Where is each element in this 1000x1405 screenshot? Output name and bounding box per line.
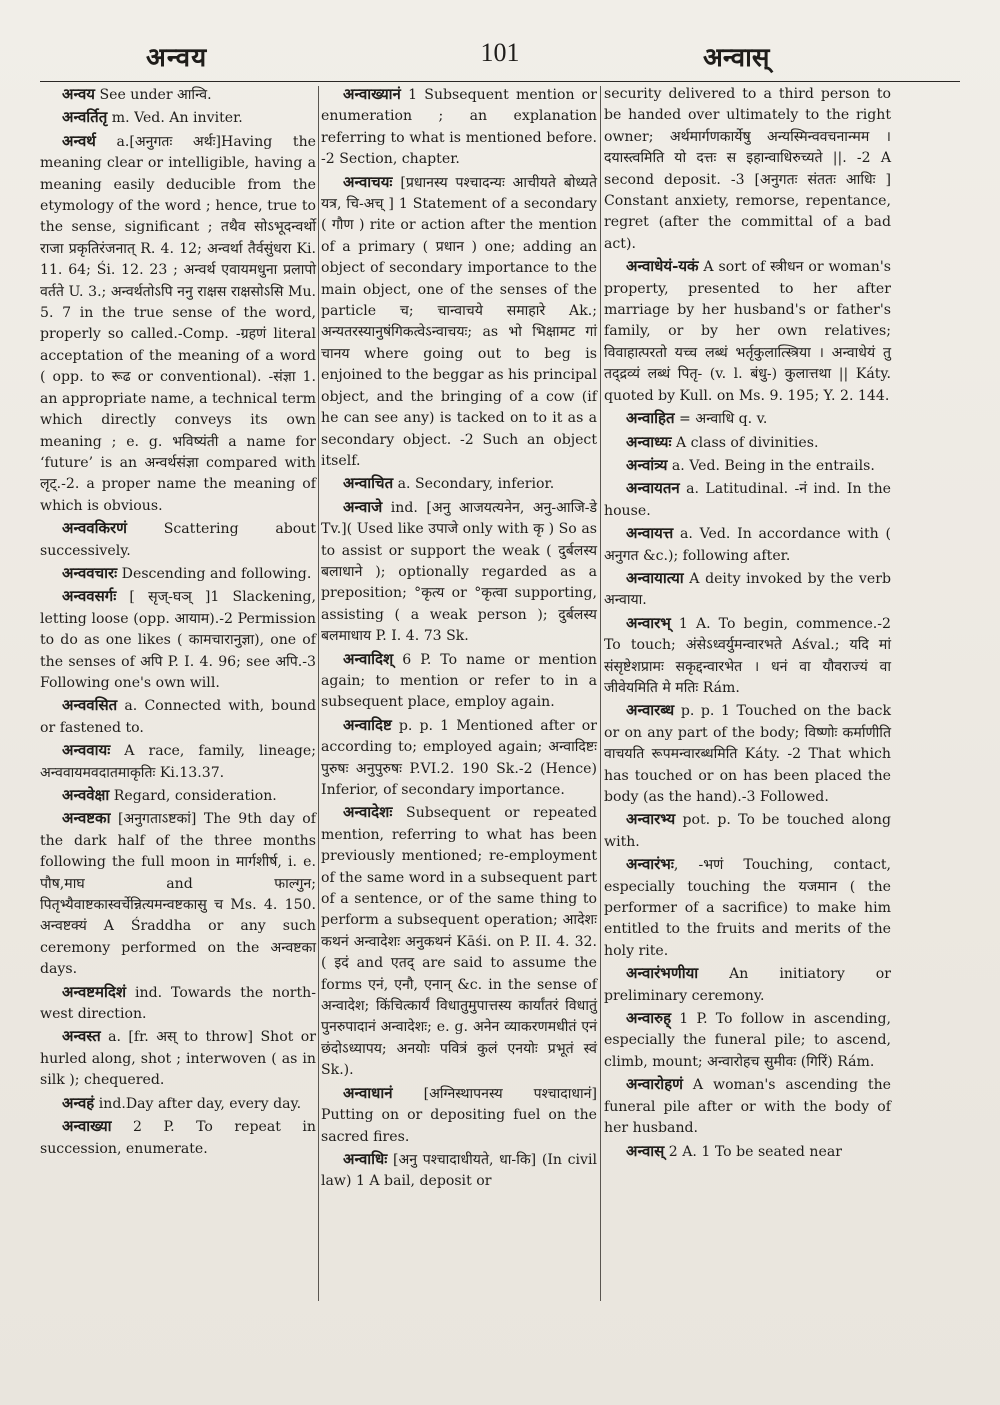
dictionary-entry [40,695,316,739]
entry-definition: [अग्निस्थापनस्य पश्चादाधानं] Putting on or depositing fuel on the sacred fires. [321,1085,597,1145]
dictionary-entry [604,256,891,407]
entry-definition: Subsequent or repeated mention, referring to what has been previously mentioned; re-employment of the same word in a subsequent part of a sentence, or of the same thing to perform a subsequent operation; आदेशः कथनं अन्वादेशः अनुकथनं Kāśi. on P. II. 4. 32. ( इदं and एतद् are said to assume the forms एनं, एनौ, एनान् &c. in the sense of अन्वादेश; किंचित्कार्यं विधातुमुपात्तस्य कार्यांतरं विधातुं पुनरुपादानं अन्वादेशः; e. g. अनेन व्याकरणमधीतं एनं छंदोऽध्यापय; अनयोः पवित्रं कुलं एनयोः प्रभूतं स्वं Sk.). [321,805,597,1079]
entry-headword: अन्ववायः [62,741,111,760]
entry-headword: अन्वादेशः [343,803,393,822]
entry-headword: अन्वाहित [626,409,675,428]
dictionary-entry [40,808,316,980]
column-2 [321,84,597,1314]
entry-headword: अन्वाधेयं-यकं [626,257,699,276]
entry-headword: अन्वांत्र्य [626,455,668,474]
dictionary-entry [604,613,891,700]
entry-headword: अन्वाख्या [62,1117,112,1136]
dictionary-entry [604,84,891,255]
dictionary-entry [604,1141,891,1163]
entry-definition: m. Ved. An inviter. [107,110,243,127]
entry-definition: 2 P. To repeat in succession, enumerate. [40,1119,316,1157]
entry-definition: 1 P. To follow in ascending, especially the funeral pile; to ascend, climb, mount; अन्वारोहच सुमीवः (गिरिं) Rám. [604,1011,891,1070]
header-rule [40,81,960,82]
entry-headword: अन्वायतन [626,479,680,498]
entry-definition: p. p. 1 Mentioned after or according to; employed again; अन्वादिष्टः पुरुषः अनुपुरुषः P.VI.2. 190 Sk.-2 (Hence) Inferior, of secondary importance. [321,717,597,798]
entry-definition: ind. Towards the north-west direction. [40,984,316,1023]
entry-headword: अन्वास् [626,1141,665,1160]
dictionary-entry [40,586,316,694]
dictionary-entry [321,84,597,171]
dictionary-entry [40,740,316,784]
entry-headword: अन्वारोहणं [626,1075,684,1094]
entry-definition: 2 A. 1 To be seated near [664,1143,842,1160]
entry-headword: अन्वादिश् [343,649,394,668]
entry-headword: अन्ववेक्षा [62,786,110,804]
dictionary-entry [604,432,891,454]
dictionary-entry [321,497,597,648]
dictionary-entry [40,84,316,106]
dictionary-entry [321,649,597,714]
entry-headword: अन्ववचारः [62,563,118,582]
dictionary-entry [604,963,891,1007]
dictionary-entry [40,563,316,585]
entry-definition: A woman's ascending the funeral pile after or with the body of her husband. [604,1077,891,1137]
entry-definition: 6 P. To name or mention again; to mention or refer to in a subsequent place, employ again. [321,651,597,711]
dictionary-entry [604,1008,891,1073]
dictionary-entry [604,809,891,853]
dictionary-entry [604,455,891,477]
page-number: 101 [480,38,520,67]
dictionary-entry [321,802,597,1081]
entry-definition: = अन्वाधि q. v. [674,411,768,428]
entry-definition: [ सृज्-घञ् ]1 Slackening, letting loose (opp. आयाम).-2 Permission to do as one likes ( कामचारानुज्ञा), one of the senses of अपि P. I. 4. 96; see अपि.-3 Following one's own will. [40,589,316,691]
dictionary-entry [40,1116,316,1160]
entry-definition: a. Ved. Being in the entrails. [667,457,875,474]
entry-definition: A deity invoked by the verb अन्वाया. [604,570,891,609]
entry-headword: अन्वायत्त [626,524,674,543]
entry-headword: अन्वय [62,85,95,103]
entry-headword: अन्वस्त [62,1027,101,1046]
entry-headword: अन्वष्टका [62,809,111,828]
entry-headword: अन्वारब्ध [626,701,675,720]
entry-headword: अन्वादिष्ट [343,715,392,734]
entry-definition: Descending and following. [117,565,312,582]
entry-headword: अन्वाधिः [343,1149,388,1168]
entry-definition: a. Ved. In accordance with ( अनुगत &c.); following after. [604,526,891,564]
column-divider-1 [318,86,319,1301]
entry-headword: अन्वष्टमदिशं [62,982,127,1001]
entry-definition: a. Connected with, bound or fastened to. [40,698,316,736]
column-divider-2 [600,86,601,1301]
entry-definition: [अनु पश्चादाधीयते, धा-कि] (In civil law) 1 A bail, deposit or [321,1151,597,1190]
entry-headword: अन्ववसर्गः [62,587,117,606]
entry-headword: अन्वाचयः [343,172,393,191]
entry-headword: अन्वारभ् [626,613,671,632]
entry-definition: a. Secondary, inferior. [393,476,555,493]
dictionary-entry [604,523,891,567]
dictionary-entry [321,715,597,802]
dictionary-entry [321,1149,597,1193]
entry-headword: अन्वर्थ [62,131,96,150]
entry-definition: , -भणं Touching, contact, especially touching the यजमान ( the performer of a sacrifice) to make him entitled to the fruits and merits of the holy rite. [604,857,891,959]
entry-definition: A class of divinities. [671,434,819,451]
entry-definition: security delivered to a third person to be handed over ultimately to the right owner; अर्थमार्गणकार्येषु अन्यस्मिन्ववचनान्मम । दयास्त्वमिति यो दत्तः स इहान्वाधिरुच्यते ||. -2 A second deposit. -3 [अनुगतः संततः आधिः ] Constant anxiety, remorse, repentance, regret (after the committal of a bad act). [604,86,891,252]
dictionary-entry [321,1083,597,1148]
entry-headword: अन्वर्तितृ [62,108,108,127]
entry-definition: a. Latitudinal. -नं ind. In the house. [604,481,891,519]
entry-definition: A sort of स्त्रीधन or woman's property, presented to her after marriage by her husband's or father's family, or by her own relatives; विवाहात्परतो यच्च लब्धं भर्तृकुलात्स्त्रिया । अन्वाधेयं तु तद्द्रव्यं लब्धं पितृ- (v. l. बंधु-) कुलात्तथा || Káty. quoted by Kull. on Ms. 9. 195; Y. 2. 144. [604,259,891,404]
entry-definition: a.[अनुगतः अर्थः]Having the meaning clear or intelligible, having a meaning easily deducible from the etymology of the word ; hence, true to the sense, significant ; तथैव सोऽभूदन्वर्थो राजा प्रकृतिरंजनात् R. 4. 12; अन्वर्था तैर्वसुंधरा Ki. 11. 64; Śi. 12. 23 ; अन्वर्थ एवायमधुना प्रलापो वर्तते U. 3.; अन्वर्थतोऽपि ननु राक्षस राक्षसोऽसि Mu. 5. 7 in the true sense of the word, properly so called.-Comp. -ग्रहणं literal acceptation of the meaning of a word ( opp. to रूढ or conventional). -संज्ञा 1. an appropriate name, a technical term which directly conveys its own meaning ; e. g. भविष्यंती a name for ‘future’ is an अन्वर्थसंज्ञा compared with लृट्.-2. a proper name the meaning of which is obvious. [40,133,316,514]
dictionary-entry [321,473,597,495]
entry-definition: An initiatory or preliminary ceremony. [604,966,891,1004]
entry-definition: A race, family, lineage; अन्ववायमवदातमाकृतिः Ki.13.37. [40,743,316,781]
right-running-headword: अन्वास् [703,43,770,73]
entry-definition: [प्रधानस्य पश्चादन्यः आचीयते बोध्यते यत्र, चि-अच् ] 1 Statement of a secondary ( गौण ) rite or action after the mention of a primary ( प्रधान ) one; adding an object of secondary importance to the main object, one of the senses of the particle च; चान्वाचये समाहारे Ak.; अन्यतरस्यानुषंगिकत्वेऽन्वाचयः; as भो भिक्षामट गां चानय where going out to beg is enjoined to the beggar as his principal object, and the bringing of a cow (if he can see any) is tacked on to it as a secondary object. -2 Such an object itself. [321,174,598,469]
dictionary-entry [321,172,597,473]
entry-headword: अन्वारंभः [626,855,674,874]
dictionary-entry [604,854,891,962]
entry-definition: pot. p. To be touched along with. [604,812,891,850]
entry-headword: अन्वायात्या [626,568,684,587]
dictionary-entry [604,408,891,430]
entry-definition: p. p. 1 Touched on the back or on any part of the body; विष्णोः कर्माणीति वाचयति रूपमन्वारब्धमिति Káty. -2 That which has touched or on has been placed the body (as the hand).-3 Followed. [604,703,891,805]
entry-headword: अन्वाधानं [343,1083,393,1102]
entry-definition: [अनुगताऽष्टकां] The 9th day of the dark half of the three months following the full moon in मार्गशीर्ष, i. e. पौष,माघ and फाल्गुन; पितृभ्यैवाष्टकास्वर्चेन्नित्यमन्वष्टकासु च Ms. 4. 150. अन्वष्टक्यं A Śraddha or any such ceremony performed on the अन्वष्टका days. [40,811,316,978]
entry-headword: अन्ववकिरणं [62,519,128,538]
dictionary-entry [604,568,891,612]
dictionary-entry [604,478,891,522]
entry-headword: अन्वारुह् [626,1009,672,1028]
column-1 [40,84,316,1314]
entry-headword: अन्ववसित [62,696,118,715]
entry-definition: Regard, consideration. [109,788,277,804]
entry-definition: See under आन्वि. [95,87,212,103]
entry-headword: अन्वाख्यानं [343,85,401,103]
page-header [0,30,1000,80]
entry-headword: अन्वारभ्य [626,810,676,829]
entry-definition: 1 Subsequent mention or enumeration ; an explanation referring to what is mentioned before. -2 Section, chapter. [321,87,597,168]
entry-definition: Scattering about successively. [40,521,316,559]
dictionary-entry [40,982,316,1026]
dictionary-entry [40,107,316,129]
entry-headword: अन्वाचित [343,474,394,493]
dictionary-entry [40,1093,316,1115]
dictionary-entry [40,131,316,517]
dictionary-entry [604,1074,891,1139]
entry-headword: अन्वाजे [343,497,383,516]
entry-headword: अन्वाध्यः [626,432,672,451]
entry-definition: 1 A. To begin, commence.-2 To touch; अंसेऽध्वर्युमन्वारभते Aśval.; यदि मां संसृष्टेशप्रामः सकृद्दन्वारभेत । धनं वा यौवराज्यं वा जीवेयमिति मे मतिः Rám. [604,615,891,696]
entry-definition: ind. [अनु आजयत्यनेन, अनु-आजि-डे Tv.]( Used like उपाजे only with कृ ) So as to assist or support the weak ( दुर्बलस्य बलाधाने ); optionally regarded as a preposition; °कृत्य or °कृत्वा supporting, assisting ( a weak person ); दुर्बलस्य बलमाधाय P. I. 4. 73 Sk. [321,499,597,645]
dictionary-entry [40,518,316,562]
entry-headword: अन्वहं [62,1093,95,1112]
entry-headword: अन्वारंभणीया [626,964,699,983]
entry-definition: ind.Day after day, every day. [94,1095,302,1112]
column-3 [604,84,891,1314]
dictionary-entry [604,700,891,808]
entry-definition: a. [fr. अस् to throw] Shot or hurled along, shot ; interwoven ( as in silk ); chequered. [40,1029,316,1089]
dictionary-entry [40,785,316,807]
dictionary-entry [40,1026,316,1091]
left-running-headword: अन्वय [146,43,208,73]
